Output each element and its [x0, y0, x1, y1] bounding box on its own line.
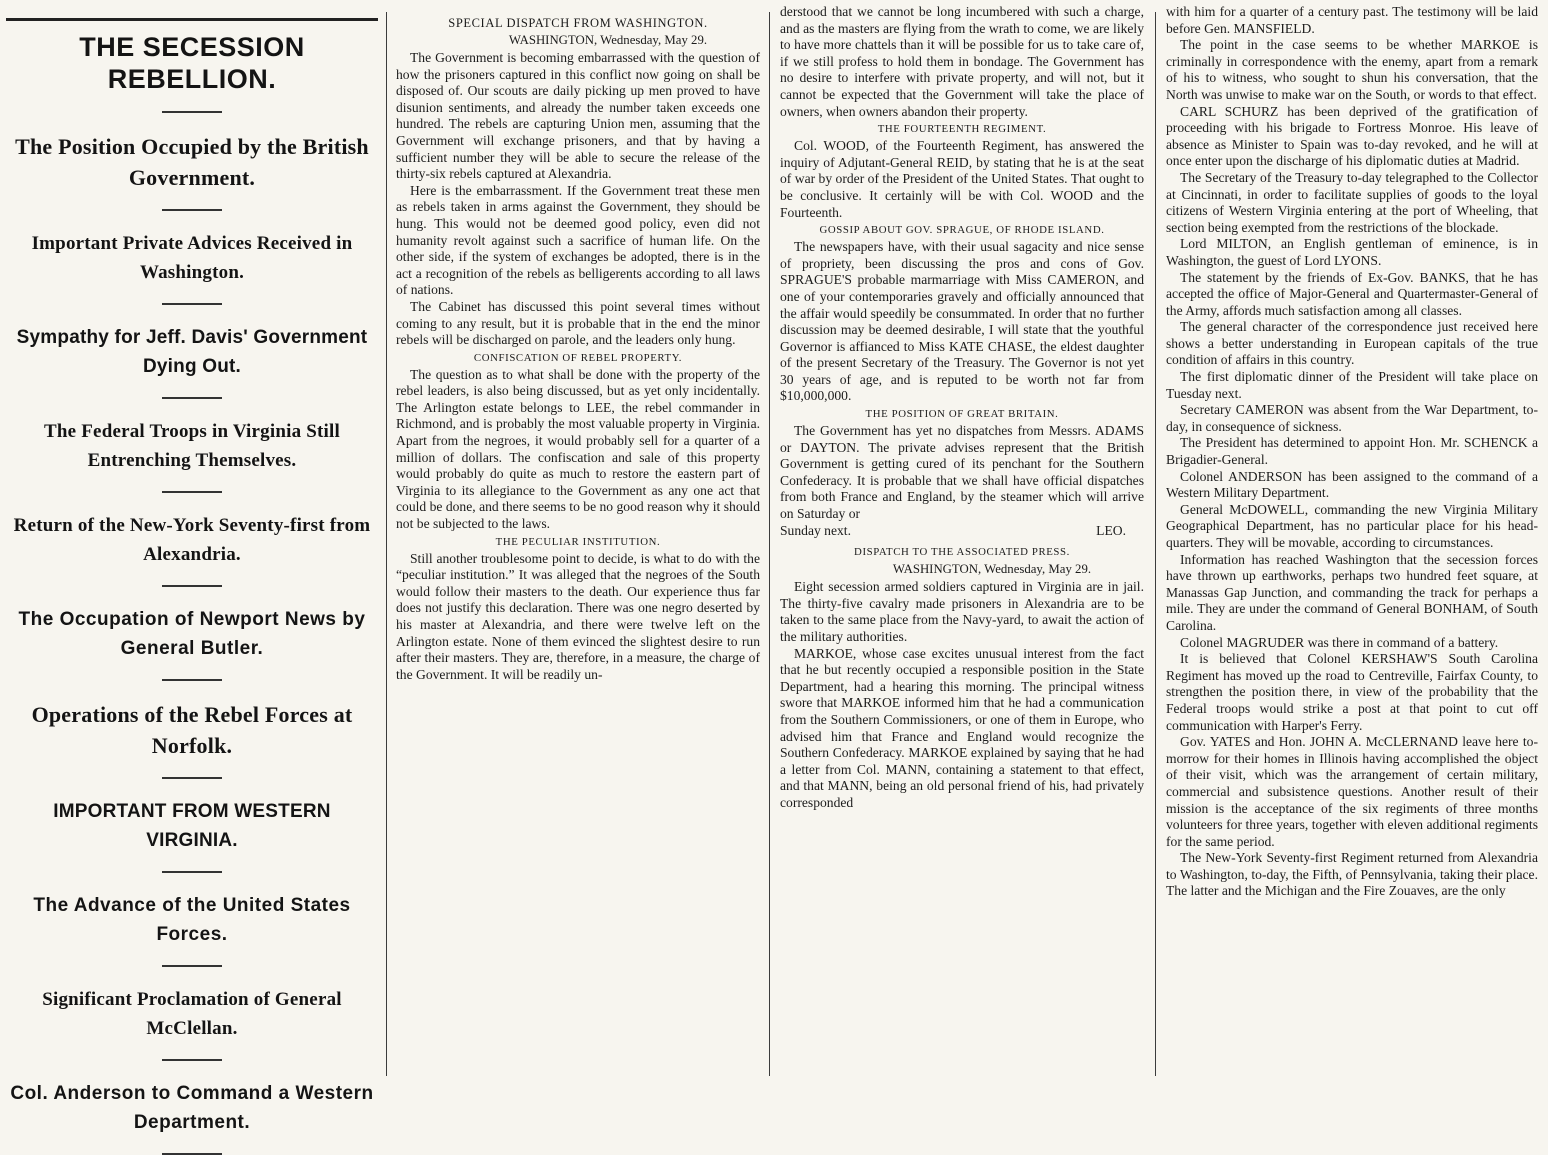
- paragraph: The general character of the correspondence just received here shows a better understanding in European capitals of the true condition of affairs in this country.: [1166, 319, 1538, 368]
- paragraph: It is believed that Colonel KERSHAW'S South Carolina Regiment has moved up the road to Centreville, Fairfax County, to strengthen the position there, in view of the probability that the Federal troops would strike a post at that point to cut off communication with Harper's Ferry.: [1166, 651, 1538, 733]
- signature-line: [780, 523, 1144, 540]
- paragraph: The Government is becoming embarrassed with the question of how the prisoners captured in this conflict now going on shall be disposed of. Our scouts are daily picking up men proved to have disunion sentiments, and already the number taken exceeds one hundred. The rebels are capturing Union men, assuming that the Government will exchange prisoners, and that by having a sufficient number they will be able to secure the release of the thirty-six rebels captured at Alexandria.: [396, 50, 760, 182]
- paragraph: The first diplomatic dinner of the President will take place on Tuesday next.: [1166, 369, 1538, 401]
- correspondent-signature: LEO.: [1096, 522, 1126, 538]
- headline-separator: [162, 679, 222, 681]
- paragraph: The point in the case seems to be whether MARKOE is criminally in correspondence with the enemy, apart from a remark of his to witness, who sought to shun his conversation, that the North was unwise to make war on the South, or words to that effect.: [1166, 37, 1538, 102]
- paragraph: The Government has yet no dispatches from Messrs. ADAMS or DAYTON. The private advises represent that the British Government is getting cured of its penchant for the Southern Confederacy. It is probable that we shall have official dispatches from both France and England, by the steamer which will arrive on Saturday or: [780, 423, 1144, 522]
- headline-separator: [162, 111, 222, 113]
- paragraph: Eight secession armed soldiers captured in Virginia are in jail. The thirty-five cavalry made prisoners in Alexandria are to be taken to the same place from the Navy-yard, to await the action of the military authorities.: [780, 579, 1144, 644]
- paragraph: Secretary CAMERON was absent from the War Department, to-day, in consequence of sickness.: [1166, 402, 1538, 434]
- headline-newport-news: The Occupation of Newport News by General Butler.: [18, 609, 366, 659]
- paragraph: The question as to what shall be done with the property of the rebel leaders, is also being discussed, but as yet only incidentally. The Arlington estate belongs to LEE, the rebel commander in Richmond, and is probably the most valuable property in Virginia. Apart from the negroes, it would probably sell for a quarter of a million of dollars. The confiscation and sale of this property would probably do quite as much to restore the eastern part of Virginia to its allegiance to the Government as any one act that could be done, and there seems to be no good reason why it should not be subjected to the laws.: [396, 366, 760, 532]
- column-rule: [1155, 12, 1156, 1076]
- subhead-great-britain: THE POSITION OF GREAT BRITAIN.: [865, 408, 1059, 421]
- paragraph: Still another troublesome point to decide, is what to do with the “peculiar institution.” It was alleged that the negroes of the South would follow their masters to the death. Our experience thus far does not justify this declaration. There was one negro deserted by his master at Alexandria, and there were twelve left on the Arlington estate. None of them evinced the slightest desire to run after their masters. They are, therefore, in a measure, the charge of the Government. It will be readily un-: [396, 550, 760, 682]
- dispatch-dateline: WASHINGTON, Wednesday, May 29.: [892, 562, 1092, 577]
- headline-column: [0, 0, 384, 1133]
- headline-separator: [162, 965, 222, 967]
- article-column-4: [1158, 0, 1546, 1080]
- column-rule: [769, 12, 770, 1076]
- headline-mcclellan: Significant Proclamation of General McClellan.: [42, 989, 342, 1039]
- paragraph: with him for a quarter of a century past. The testimony will be laid before Gen. MANSFIELD.: [1166, 4, 1538, 36]
- paragraph: The Cabinet has discussed this point several times without coming to any result, but it is probable that in the end the minor rebels will be discharged on parole, and the leaders only hung.: [396, 298, 760, 348]
- headline-separator: [162, 397, 222, 399]
- headline-separator: [162, 1059, 222, 1061]
- paragraph: derstood that we cannot be long incumbered with such a charge, and as the masters are flying from the wrath to come, we are likely to have more chattels than it will be possible for us to take care of, if we still profess to hold them in bondage. The Government has no desire to interfere with private property, and will not, but it cannot be expected that the Government will take the place of owners, when owners abandon their property.: [780, 4, 1144, 119]
- headline-separator: [162, 303, 222, 305]
- headline-separator: [162, 585, 222, 587]
- subhead-confiscation: CONFISCATION OF REBEL PROPERTY.: [473, 351, 683, 364]
- headline-anderson: Col. Anderson to Command a Western Department.: [10, 1083, 374, 1133]
- paragraph: General McDOWELL, commanding the new Virginia Military Geographical Department, has no particular place for his head-quarters. They will be movable, according to circumstances.: [1166, 501, 1538, 550]
- top-rule: [6, 18, 378, 21]
- paragraph: The statement by the friends of Ex-Gov. BANKS, that he has accepted the office of Major-General and Quartermaster-General of the Army, affords much satisfaction among all classes.: [1166, 269, 1538, 318]
- headline-jeff-davis: Sympathy for Jeff. Davis' Government Dying Out.: [16, 327, 368, 377]
- paragraph: The newspapers have, with their usual sagacity and nice sense of propriety, been discussing the pros and cons of Gov. SPRAGUE'S probable marmarriage with Miss CAMERON, and one of your contemporaries gravely and officially announced that the affair would speedily be consummated. In order that no further discussion may be deemed desirable, I will state that the youthful Governor is affianced to Miss KATE CHASE, the eldest daughter of the present Secretary of the Treasury. The Governor is not yet 30 years of age, and is reputed to be worth not far from $10,000,000.: [780, 239, 1144, 404]
- article-column-2: [388, 0, 768, 1080]
- subhead-gov-sprague: GOSSIP ABOUT GOV. SPRAGUE, OF RHODE ISLAND.: [819, 224, 1105, 237]
- headline-british-government: The Position Occupied by the British Government.: [15, 134, 369, 190]
- headline-western-virginia: IMPORTANT FROM WESTERN VIRGINIA.: [53, 801, 331, 851]
- paragraph: The Secretary of the Treasury to-day telegraphed to the Collector at Cincinnati, in order to facilitate supplies of goods to the loyal citizens of Western Virginia entering at the port of Wheeling, that section being exempted from the restrictions of the blockade.: [1166, 169, 1538, 235]
- paragraph-end: Sunday next.: [780, 522, 851, 538]
- paragraph: CARL SCHURZ has been deprived of the gratification of proceeding with his brigade to Fortress Monroe. His leave of absence as Minister to Spain was to-day revoked, and he will at once enter upon the discharge of his diplomatic duties at Madrid.: [1166, 103, 1538, 169]
- dispatch-title-associated-press: DISPATCH TO THE ASSOCIATED PRESS.: [854, 546, 1070, 559]
- paragraph: The President has determined to appoint Hon. Mr. SCHENCK a Brigadier-General.: [1166, 435, 1538, 468]
- headline-united-states-forces: The Advance of the United States Forces.: [33, 895, 351, 945]
- paragraph: Lord MILTON, an English gentleman of eminence, is in Washington, the guest of Lord LYONS.: [1166, 236, 1538, 268]
- paragraph: Gov. YATES and Hon. JOHN A. McCLERNAND leave here to-morrow for their homes in Illinois having accomplished the object of their visit, which was the arrangement of certain military, commercial and subsistence questions. Another result of their mission is the acceptance of the six regiments of three months volunteers for three years, together with eleven additional regiments for the same period.: [1166, 734, 1538, 849]
- headline-norfolk: Operations of the Rebel Forces at Norfolk.: [31, 702, 353, 758]
- subhead-fourteenth-regiment: THE FOURTEENTH REGIMENT.: [877, 123, 1047, 136]
- subhead-peculiar-institution: THE PECULIAR INSTITUTION.: [495, 535, 661, 548]
- paragraph: Information has reached Washington that the secession forces have thrown up earthworks, perhaps two hundred feet square, at Manassas Gap Junction, and commanding the track for perhaps a mile. They are under the command of General BONHAM, of South Carolina.: [1166, 551, 1538, 633]
- dispatch-title: SPECIAL DISPATCH FROM WASHINGTON.: [448, 16, 708, 30]
- headline-federal-troops: The Federal Troops in Virginia Still Entrenching Themselves.: [44, 421, 340, 471]
- headline-separator: [162, 491, 222, 493]
- paragraph: The New-York Seventy-first Regiment returned from Alexandria to Washington, to-day, the Fifth, of Pennsylvania, taking their place. The latter and the Michigan and the Fire Zouaves, are the only: [1166, 850, 1538, 899]
- article-column-3: [772, 0, 1152, 1080]
- headline-private-advices: Important Private Advices Received in Washington.: [31, 233, 353, 283]
- paragraph: Colonel ANDERSON has been assigned to the command of a Western Military Department.: [1166, 468, 1538, 501]
- headline-separator: [162, 777, 222, 779]
- paragraph: MARKOE, whose case excites unusual interest from the fact that he but recently occupied a responsible position in the State Department, had a hearing this morning. The principal witness swore that MARKOE informed him that he had a communication from the Southern Commissioners, or one of them in Europe, who advised him that France and England would recognize the Southern Confederacy. MARKOE explained by saying that he had a letter from Col. MANN, containing a statement to that effect, and that MANN, being an old personal friend of his, had privately corresponded: [780, 645, 1144, 810]
- headline-separator: [162, 871, 222, 873]
- headline-seventy-first: Return of the New-York Seventy-first from Alexandria.: [13, 515, 371, 565]
- headline-separator: [162, 209, 222, 211]
- paragraph: Here is the embarrassment. If the Government treat these men as rebels taken in arms against the Government, they should be hung. This would not be deemed good policy, even did not humanity revolt against such a sacrifice of human life. On the other side, if the system of exchanges be adopted, there is in the act a recognition of the rebels as belligerents according to all laws of nations.: [396, 182, 760, 298]
- main-headline: THE SECESSION REBELLION.: [79, 32, 305, 94]
- paragraph: Col. WOOD, of the Fourteenth Regiment, has answered the inquiry of Adjutant-General REID, by stating that he is at the seat of war by order of the President of the United States. That ought to be conclusive. It certainly will be with Col. WOOD and the Fourteenth.: [780, 138, 1144, 220]
- column-rule: [386, 12, 387, 1076]
- dispatch-dateline: WASHINGTON, Wednesday, May 29.: [508, 33, 708, 47]
- paragraph: Colonel MAGRUDER was there in command of a battery.: [1180, 634, 1499, 650]
